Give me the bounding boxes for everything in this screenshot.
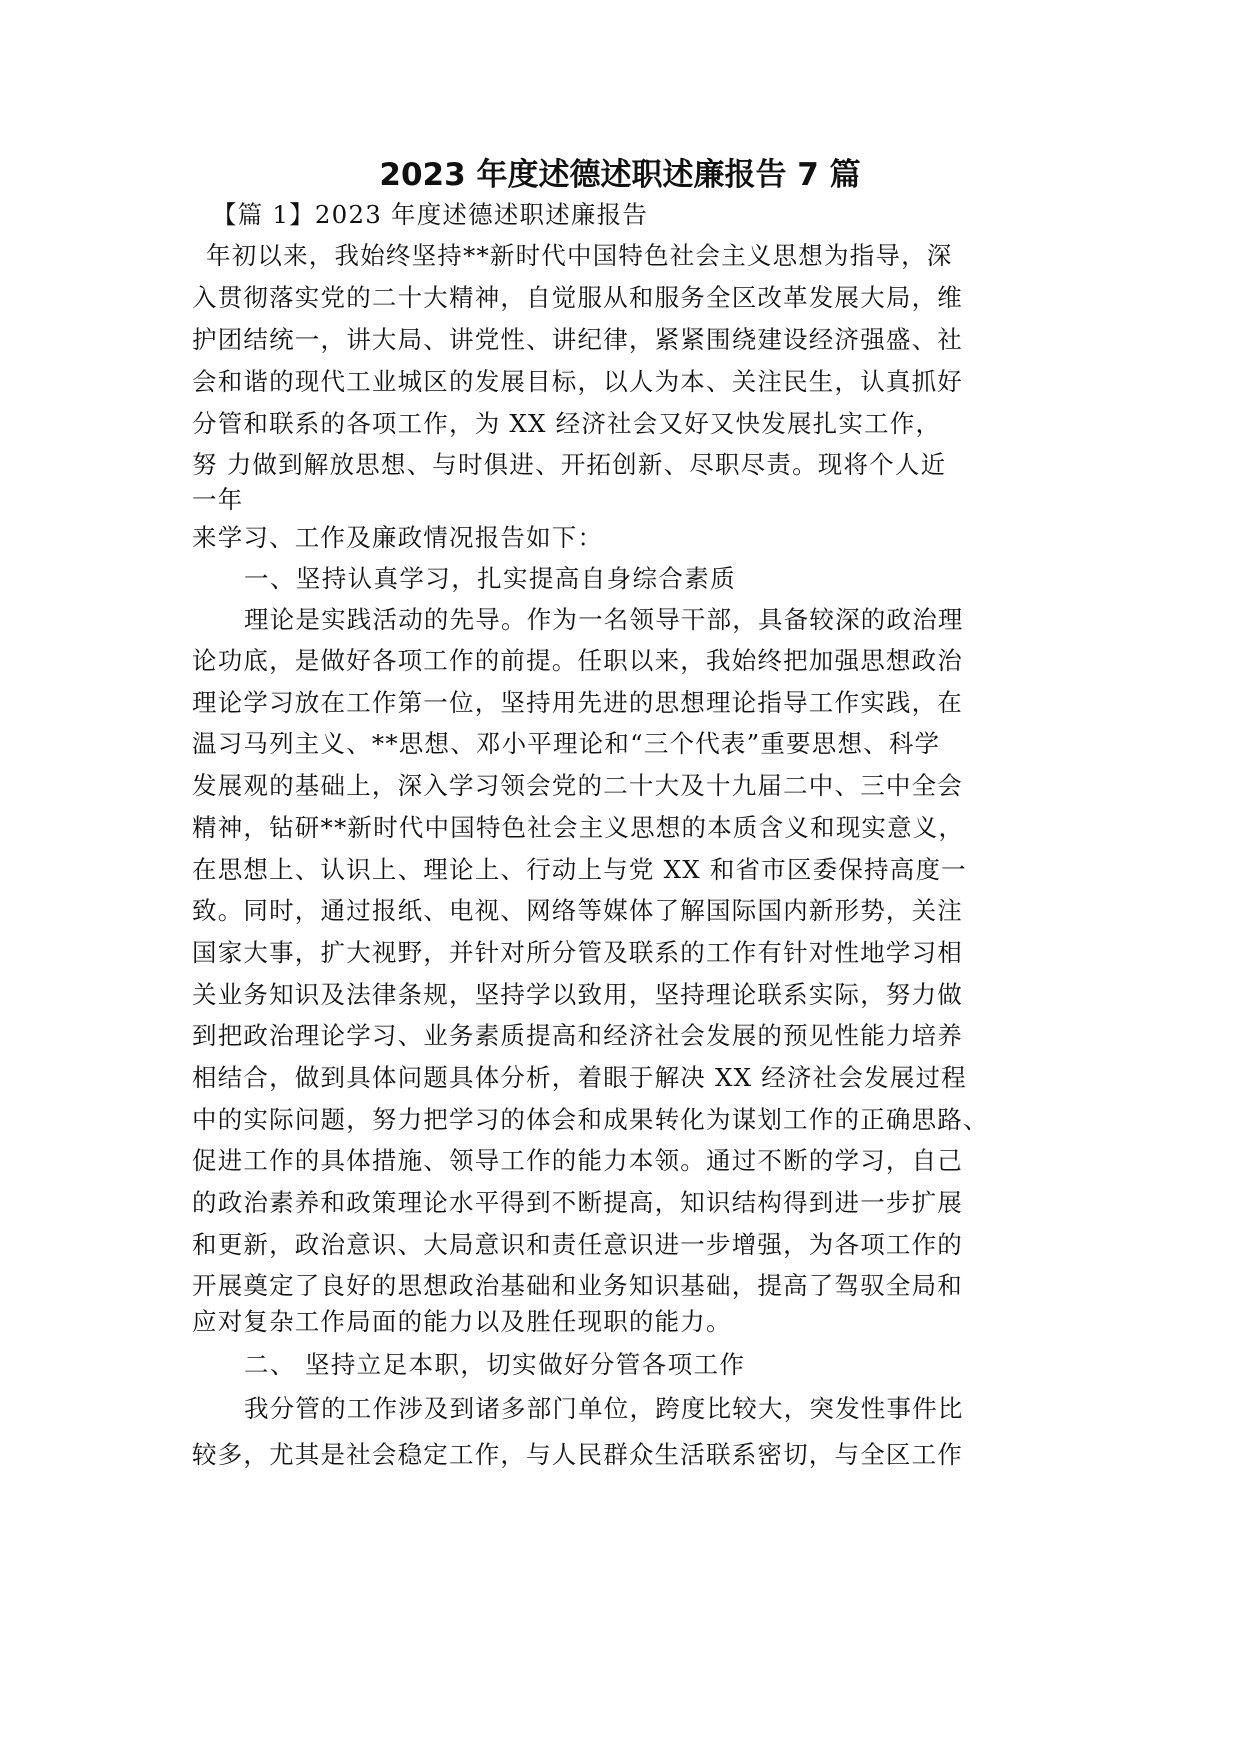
body-line: 开展奠定了良好的思想政治基础和业务知识基础，提高了驾驭全局和 [192, 1271, 963, 1300]
body-line: 相结合，做到具体问题具体分析，着眼于解决 XX 经济社会发展过程 [192, 1063, 967, 1092]
body-line: 一年 [192, 485, 244, 514]
body-line: 护团结统一，讲大局、讲党性、讲纪律，紧紧围绕建设经济强盛、社 [192, 325, 963, 354]
body-line: 中的实际问题，努力把学习的体会和成果转化为谋划工作的正确思路、 [192, 1105, 989, 1134]
body-line: 国家大事，扩大视野，并针对所分管及联系的工作有针对性地学习相 [192, 938, 963, 967]
body-line: 和更新，政治意识、大局意识和责任意识进一步增强，为各项工作的 [192, 1230, 963, 1259]
body-line: 较多，尤其是社会稳定工作，与人民群众生活联系密切，与全区工作 [192, 1440, 963, 1469]
body-line: 温习马列主义、**思想、邓小平理论和“三个代表”重要思想、科学 [192, 729, 941, 758]
body-line: 理论学习放在工作第一位，坚持用先进的思想理论指导工作实践，在 [192, 688, 963, 717]
body-line: 精神，钻研**新时代中国特色社会主义思想的本质含义和现实意义， [192, 813, 965, 842]
body-line: 入贯彻落实党的二十大精神，自觉服从和服务全区改革发展大局，维 [192, 283, 963, 312]
body-line: 会和谐的现代工业城区的发展目标，以人为本、关注民生，认真抓好 [192, 367, 963, 396]
document-title: 2023 年度述德述职述廉报告 7 篇 [379, 157, 861, 193]
section-heading-2: 二、 坚持立足本职，切实做好分管各项工作 [244, 1350, 746, 1379]
body-line: 致。同时，通过报纸、电视、网络等媒体了解国际国内新形势，关注 [192, 896, 963, 925]
body-line: 发展观的基础上，深入学习领会党的二十大及十九届二中、三中全会 [192, 771, 963, 800]
body-line: 努 力做到解放思想、与时俱进、开拓创新、尽职尽责。现将个人近 [192, 450, 947, 479]
section-label-part-1: 【篇 1】2023 年度述德述职述廉报告 [212, 200, 649, 229]
body-line: 我分管的工作涉及到诸多部门单位，跨度比较大，突发性事件比 [244, 1394, 964, 1423]
body-line: 在思想上、认识上、理论上、行动上与党 XX 和省市区委保持高度一 [192, 855, 967, 884]
body-line: 理论是实践活动的先导。作为一名领导干部，具备较深的政治理 [244, 605, 964, 634]
section-heading-1: 一、坚持认真学习，扎实提高自身综合素质 [244, 564, 737, 593]
body-line: 论功底，是做好各项工作的前提。任职以来，我始终把加强思想政治 [192, 646, 963, 675]
body-line: 年初以来，我始终坚持**新时代中国特色社会主义思想为指导，深 [206, 241, 953, 270]
body-line: 应对复杂工作局面的能力以及胜任现职的能力。 [192, 1307, 732, 1336]
body-line: 促进工作的具体措施、领导工作的能力本领。通过不断的学习，自己 [192, 1146, 963, 1175]
body-line: 到把政治理论学习、业务素质提高和经济社会发展的预见性能力培养 [192, 1021, 963, 1050]
body-line: 分管和联系的各项工作，为 XX 经济社会又好又快发展扎实工作， [192, 409, 942, 438]
body-line: 关业务知识及法律条规，坚持学以致用，坚持理论联系实际，努力做 [192, 980, 963, 1009]
body-line: 的政治素养和政策理论水平得到不断提高，知识结构得到进一步扩展 [192, 1188, 963, 1217]
body-line: 来学习、工作及廉政情况报告如下： [192, 523, 604, 552]
